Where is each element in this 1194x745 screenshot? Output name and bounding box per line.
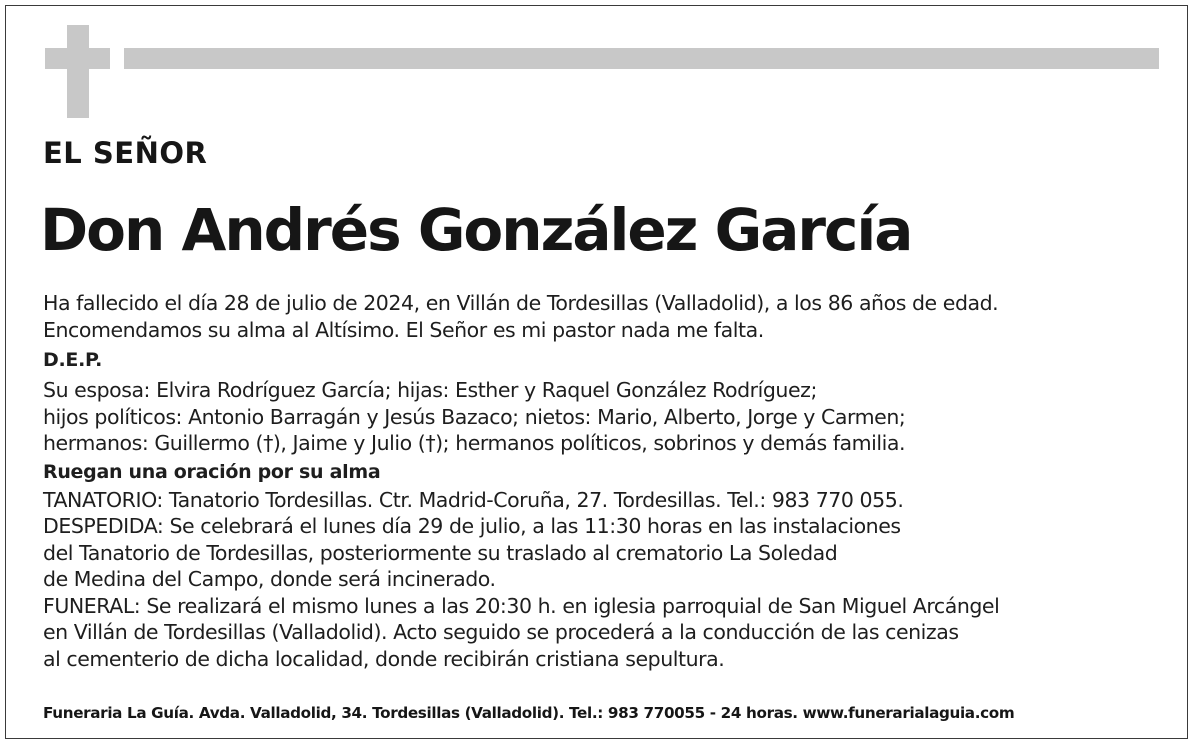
service-line: en Villán de Tordesillas (Valladolid). Acto seguido se procederá a la conducción de las cenizas xyxy=(43,620,959,644)
notice-body xyxy=(43,290,1173,672)
service-line: al cementerio de dicha localidad, donde recibirán cristiana sepultura. xyxy=(43,646,725,671)
intro-line: Ha fallecido el día 28 de julio de 2024, en Villán de Tordesillas (Valladolid), a los 86 años de edad. xyxy=(43,291,999,315)
dep-heading: D.E.P. xyxy=(43,349,103,371)
service-line: TANATORIO: Tanatorio Tordesillas. Ctr. Madrid-Coruña, 27. Tordesillas. Tel.: 983 770 055. xyxy=(43,487,904,512)
deceased-name: Don Andrés González García xyxy=(40,196,912,264)
intro-line: Encomendamos su alma al Altísimo. El Señor es mi pastor nada me falta. xyxy=(43,317,764,342)
service-line: FUNERAL: Se realizará el mismo lunes a las 20:30 h. en iglesia parroquial de San Miguel Arcángel xyxy=(43,593,1000,618)
funeral-home-footer: Funeraria La Guía. Avda. Valladolid, 34. Tordesillas (Valladolid). Tel.: 983 770055 - 24 horas. www.funerarialaguia.com xyxy=(43,704,1015,722)
service-line: DESPEDIDA: Se celebrará el lunes día 29 de julio, a las 11:30 horas en las instalaciones xyxy=(43,514,901,538)
header-rule xyxy=(124,48,1159,69)
service-line: de Medina del Campo, donde será incinerado. xyxy=(43,567,496,591)
service-line: del Tanatorio de Tordesillas, posteriormente su traslado al crematorio La Soledad xyxy=(43,540,838,565)
header-label: EL SEÑOR xyxy=(43,136,208,170)
family-line: hijos políticos: Antonio Barragán y Jesús Bazaco; nietos: Mario, Alberto, Jorge y Carmen; xyxy=(43,404,906,429)
cross-icon xyxy=(45,25,110,118)
family-line: hermanos: Guillermo (†), Jaime y Julio (†); hermanos políticos, sobrinos y demás familia. xyxy=(43,431,906,455)
family-line: Su esposa: Elvira Rodríguez García; hijas: Esther y Raquel González Rodríguez; xyxy=(43,378,817,402)
prayer-request: Ruegan una oración por su alma xyxy=(43,460,381,483)
